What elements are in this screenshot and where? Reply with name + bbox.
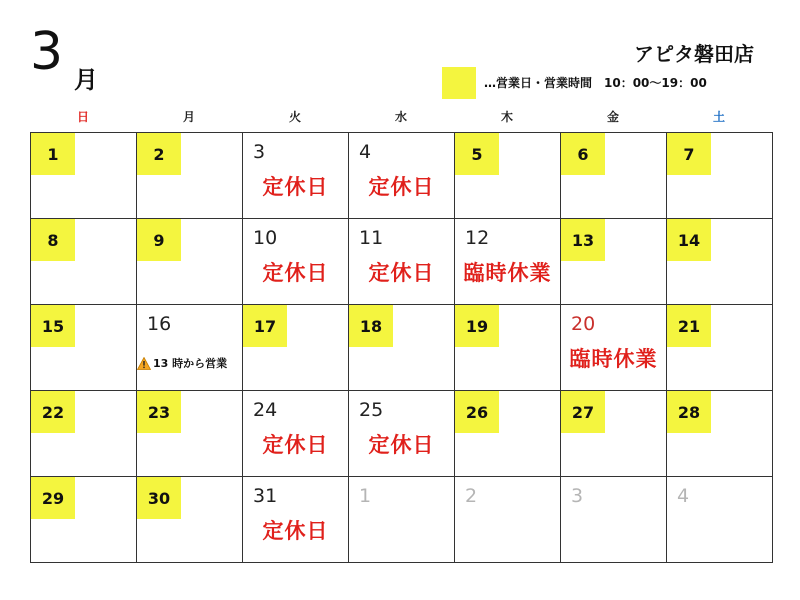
day-number: 3 <box>571 485 584 507</box>
calendar-day-cell <box>667 391 773 477</box>
calendar-day-cell <box>137 219 243 305</box>
business-day-badge: 1 <box>31 133 75 175</box>
business-day-badge: 26 <box>455 391 499 433</box>
weekday-tuesday: 火 <box>288 110 301 124</box>
calendar-day-cell <box>137 391 243 477</box>
closed-status-label: 定休日 <box>262 519 329 543</box>
calendar-day-cell <box>561 133 667 219</box>
business-day-badge: 23 <box>137 391 181 433</box>
day-number: 11 <box>359 227 384 249</box>
weekday-monday: 月 <box>182 110 195 124</box>
day-number: 10 <box>253 227 278 249</box>
business-day-badge: 15 <box>31 305 75 347</box>
business-day-badge: 17 <box>243 305 287 347</box>
calendar-day-cell <box>349 219 455 305</box>
business-day-badge: 28 <box>667 391 711 433</box>
day-number: 1 <box>359 485 372 507</box>
day-number: 3 <box>253 141 266 163</box>
day-number: 4 <box>677 485 690 507</box>
business-day-badge: 5 <box>455 133 499 175</box>
calendar-day-cell <box>667 305 773 391</box>
calendar-day-cell <box>455 133 561 219</box>
calendar-day-cell <box>455 219 561 305</box>
calendar-day-cell <box>31 219 137 305</box>
legend-swatch <box>442 67 476 99</box>
closed-status-label: 定休日 <box>262 175 329 199</box>
business-day-badge: 6 <box>561 133 605 175</box>
day-number: 16 <box>147 313 172 335</box>
business-day-badge: 30 <box>137 477 181 519</box>
warning-icon <box>137 357 151 370</box>
calendar-day-cell <box>243 477 349 563</box>
business-day-badge: 14 <box>667 219 711 261</box>
closed-status-label: 定休日 <box>262 261 329 285</box>
calendar-day-cell <box>137 305 243 391</box>
calendar-day-cell <box>31 391 137 477</box>
weekday-wednesday: 水 <box>394 110 407 124</box>
calendar-day-cell <box>667 219 773 305</box>
legend-text: …営業日・営業時間 10：00〜19：00 <box>484 76 707 90</box>
day-number: 20 <box>571 313 596 335</box>
business-day-badge: 8 <box>31 219 75 261</box>
closed-status-label: 定休日 <box>368 433 435 457</box>
calendar-day-cell <box>349 305 455 391</box>
calendar-day-cell <box>455 305 561 391</box>
day-number: 12 <box>465 227 490 249</box>
business-day-badge: 21 <box>667 305 711 347</box>
calendar-day-cell <box>561 391 667 477</box>
calendar-day-cell <box>349 133 455 219</box>
calendar-day-cell <box>137 133 243 219</box>
day-number: 25 <box>359 399 384 421</box>
calendar-day-cell <box>31 477 137 563</box>
business-day-badge: 22 <box>31 391 75 433</box>
calendar-day-cell <box>31 305 137 391</box>
closed-status-label: 臨時休業 <box>463 261 552 285</box>
calendar-day-cell <box>243 133 349 219</box>
calendar-day-cell <box>243 305 349 391</box>
calendar-day-cell <box>243 219 349 305</box>
weekday-saturday: 土 <box>712 110 725 124</box>
closed-status-label: 定休日 <box>368 175 435 199</box>
business-day-badge: 27 <box>561 391 605 433</box>
calendar-day-cell <box>349 391 455 477</box>
calendar-day-cell <box>561 305 667 391</box>
day-number: 2 <box>465 485 478 507</box>
calendar-day-cell <box>667 133 773 219</box>
calendar-day-cell <box>243 391 349 477</box>
closed-status-label: 臨時休業 <box>569 347 658 371</box>
calendar-day-cell <box>561 477 667 563</box>
calendar-day-cell <box>455 391 561 477</box>
business-day-badge: 7 <box>667 133 711 175</box>
business-day-badge: 2 <box>137 133 181 175</box>
business-day-badge: 13 <box>561 219 605 261</box>
calendar-day-cell <box>31 133 137 219</box>
weekday-sunday: 日 <box>76 110 89 124</box>
hours-note <box>137 355 227 371</box>
weekday-friday: 金 <box>606 110 619 124</box>
calendar-day-cell <box>455 477 561 563</box>
business-day-badge: 29 <box>31 477 75 519</box>
calendar-day-cell <box>349 477 455 563</box>
business-day-badge: 9 <box>137 219 181 261</box>
closed-status-label: 定休日 <box>368 261 435 285</box>
closed-status-label: 定休日 <box>262 433 329 457</box>
day-number: 24 <box>253 399 278 421</box>
calendar-day-cell <box>667 477 773 563</box>
month-number: 3 <box>30 22 64 82</box>
calendar-grid <box>30 132 773 563</box>
business-day-badge: 19 <box>455 305 499 347</box>
weekday-thursday: 木 <box>500 110 513 124</box>
calendar-day-cell <box>561 219 667 305</box>
store-name: アピタ磐田店 <box>634 42 754 66</box>
day-number: 4 <box>359 141 372 163</box>
day-number: 31 <box>253 485 278 507</box>
business-day-badge: 18 <box>349 305 393 347</box>
month-unit: 月 <box>74 66 98 94</box>
hours-note-text: 13 時から営業 <box>153 357 228 370</box>
calendar-day-cell <box>137 477 243 563</box>
